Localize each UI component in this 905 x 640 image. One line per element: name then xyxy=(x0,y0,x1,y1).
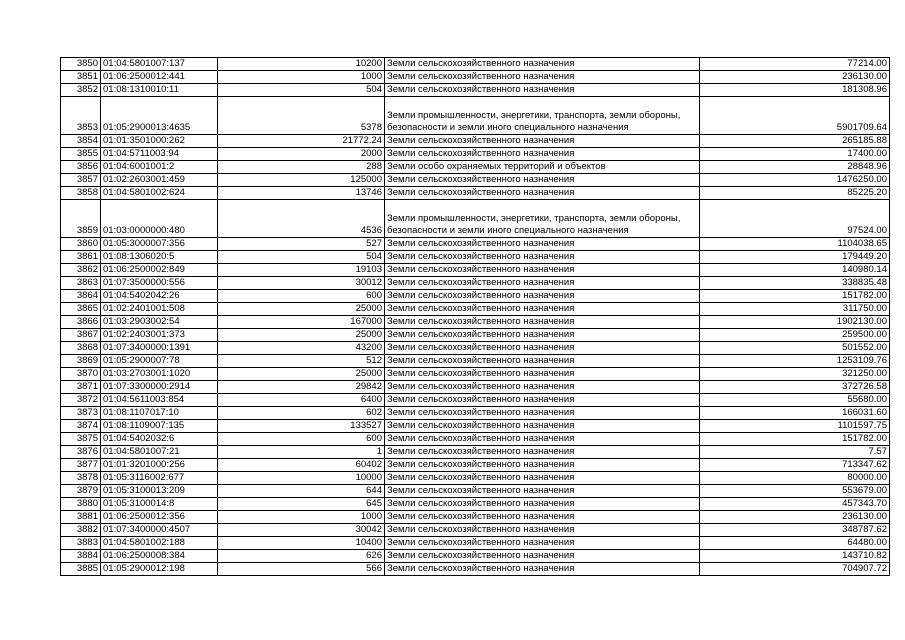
cadastral-number-cell: 01:05:2900007:78 xyxy=(101,355,218,368)
table-row xyxy=(61,433,890,446)
land-category-cell: Земли сельскохозяйственного назначения xyxy=(385,355,700,368)
cadastral-number-cell: 01:06:2500012:356 xyxy=(101,511,218,524)
cadastral-value-cell: 1902130.00 xyxy=(700,316,890,329)
cadastral-value-cell: 1101597.75 xyxy=(700,420,890,433)
row-number-cell: 3884 xyxy=(61,550,101,563)
table-row xyxy=(61,485,890,498)
cadastral-number-cell: 01:05:2900013:4635 xyxy=(101,97,218,135)
table-row xyxy=(61,472,890,485)
land-category-cell: Земли сельскохозяйственного назначения xyxy=(385,316,700,329)
cadastral-value-cell: 80000.00 xyxy=(700,472,890,485)
row-number-cell: 3860 xyxy=(61,238,101,251)
cadastral-number-cell: 01:06:2500012:441 xyxy=(101,71,218,84)
row-number-cell: 3882 xyxy=(61,524,101,537)
cadastral-number-cell: 01:06:2500002:849 xyxy=(101,264,218,277)
land-registry-table xyxy=(60,57,890,576)
cadastral-value-cell: 236130.00 xyxy=(700,71,890,84)
table-row xyxy=(61,148,890,161)
land-category-cell: Земли сельскохозяйственного назначения xyxy=(385,264,700,277)
cadastral-value-cell: 55680.00 xyxy=(700,394,890,407)
area-cell: 19103 xyxy=(218,264,385,277)
land-category-cell: Земли сельскохозяйственного назначения xyxy=(385,303,700,316)
area-cell: 504 xyxy=(218,84,385,97)
cadastral-number-cell: 01:03:2703001:1020 xyxy=(101,368,218,381)
row-number-cell: 3883 xyxy=(61,537,101,550)
area-cell: 6400 xyxy=(218,394,385,407)
row-number-cell: 3859 xyxy=(61,200,101,238)
area-cell: 602 xyxy=(218,407,385,420)
area-cell: 600 xyxy=(218,433,385,446)
cadastral-number-cell: 01:02:2401001:508 xyxy=(101,303,218,316)
land-category-cell: Земли сельскохозяйственного назначения xyxy=(385,446,700,459)
cadastral-value-cell: 179449.20 xyxy=(700,251,890,264)
area-cell: 21772.24 xyxy=(218,135,385,148)
area-cell: 288 xyxy=(218,161,385,174)
cadastral-value-cell: 553679.00 xyxy=(700,485,890,498)
cadastral-number-cell: 01:04:5801002:188 xyxy=(101,537,218,550)
area-cell: 1 xyxy=(218,446,385,459)
cadastral-value-cell: 140980.14 xyxy=(700,264,890,277)
cadastral-number-cell: 01:03:0000000:480 xyxy=(101,200,218,238)
area-cell: 25000 xyxy=(218,329,385,342)
row-number-cell: 3872 xyxy=(61,394,101,407)
row-number-cell: 3852 xyxy=(61,84,101,97)
area-cell: 645 xyxy=(218,498,385,511)
area-cell: 43200 xyxy=(218,342,385,355)
land-category-cell: Земли сельскохозяйственного назначения xyxy=(385,511,700,524)
row-number-cell: 3864 xyxy=(61,290,101,303)
cadastral-number-cell: 01:01:3201000:256 xyxy=(101,459,218,472)
area-cell: 600 xyxy=(218,290,385,303)
area-cell: 1000 xyxy=(218,511,385,524)
land-category-cell: Земли сельскохозяйственного назначения xyxy=(385,84,700,97)
cadastral-value-cell: 5901709.64 xyxy=(700,97,890,135)
table-row xyxy=(61,200,890,238)
cadastral-number-cell: 01:05:3100013:209 xyxy=(101,485,218,498)
table-row xyxy=(61,563,890,576)
cadastral-number-cell: 01:04:5402032:6 xyxy=(101,433,218,446)
cadastral-value-cell: 348787.62 xyxy=(700,524,890,537)
area-cell: 29842 xyxy=(218,381,385,394)
table-row xyxy=(61,135,890,148)
cadastral-value-cell: 704907.72 xyxy=(700,563,890,576)
cadastral-value-cell: 77214.00 xyxy=(700,58,890,71)
table-row xyxy=(61,420,890,433)
land-category-cell: Земли сельскохозяйственного назначения xyxy=(385,433,700,446)
table-row xyxy=(61,446,890,459)
cadastral-number-cell: 01:04:5611003:854 xyxy=(101,394,218,407)
cadastral-number-cell: 01:07:3400000:1391 xyxy=(101,342,218,355)
cadastral-value-cell: 7.57 xyxy=(700,446,890,459)
land-category-cell: Земли сельскохозяйственного назначения xyxy=(385,498,700,511)
land-category-cell: Земли сельскохозяйственного назначения xyxy=(385,290,700,303)
row-number-cell: 3876 xyxy=(61,446,101,459)
land-category-cell: Земли сельскохозяйственного назначения xyxy=(385,550,700,563)
table-row xyxy=(61,161,890,174)
cadastral-value-cell: 1253109.76 xyxy=(700,355,890,368)
area-cell: 512 xyxy=(218,355,385,368)
table-body xyxy=(61,58,890,576)
table-row xyxy=(61,394,890,407)
cadastral-number-cell: 01:08:1109007:135 xyxy=(101,420,218,433)
table-row xyxy=(61,459,890,472)
area-cell: 4536 xyxy=(218,200,385,238)
cadastral-number-cell: 01:08:1107017:10 xyxy=(101,407,218,420)
area-cell: 626 xyxy=(218,550,385,563)
land-category-cell: Земли сельскохозяйственного назначения xyxy=(385,238,700,251)
cadastral-value-cell: 17400.00 xyxy=(700,148,890,161)
cadastral-value-cell: 85225.20 xyxy=(700,187,890,200)
row-number-cell: 3868 xyxy=(61,342,101,355)
cadastral-number-cell: 01:04:6001001:2 xyxy=(101,161,218,174)
cadastral-value-cell: 64480.00 xyxy=(700,537,890,550)
cadastral-value-cell: 151782.00 xyxy=(700,433,890,446)
row-number-cell: 3879 xyxy=(61,485,101,498)
table-row xyxy=(61,277,890,290)
table-row xyxy=(61,187,890,200)
area-cell: 25000 xyxy=(218,368,385,381)
land-category-cell: Земли сельскохозяйственного назначения xyxy=(385,407,700,420)
row-number-cell: 3857 xyxy=(61,174,101,187)
cadastral-number-cell: 01:03:2903002:54 xyxy=(101,316,218,329)
land-category-cell: Земли сельскохозяйственного назначения xyxy=(385,537,700,550)
land-category-cell: Земли сельскохозяйственного назначения xyxy=(385,135,700,148)
cadastral-number-cell: 01:05:3116002:677 xyxy=(101,472,218,485)
row-number-cell: 3867 xyxy=(61,329,101,342)
cadastral-value-cell: 311750.00 xyxy=(700,303,890,316)
area-cell: 1000 xyxy=(218,71,385,84)
row-number-cell: 3871 xyxy=(61,381,101,394)
table-row xyxy=(61,58,890,71)
table-row xyxy=(61,84,890,97)
row-number-cell: 3866 xyxy=(61,316,101,329)
table-row xyxy=(61,511,890,524)
cadastral-number-cell: 01:04:5402042:26 xyxy=(101,290,218,303)
area-cell: 13746 xyxy=(218,187,385,200)
cadastral-value-cell: 713347.62 xyxy=(700,459,890,472)
area-cell: 60402 xyxy=(218,459,385,472)
cadastral-value-cell: 166031.60 xyxy=(700,407,890,420)
cadastral-number-cell: 01:02:2403001:373 xyxy=(101,329,218,342)
cadastral-number-cell: 01:05:3000007:356 xyxy=(101,238,218,251)
cadastral-value-cell: 28848.96 xyxy=(700,161,890,174)
table-row xyxy=(61,174,890,187)
area-cell: 504 xyxy=(218,251,385,264)
cadastral-value-cell: 151782.00 xyxy=(700,290,890,303)
land-category-cell: Земли сельскохозяйственного назначения xyxy=(385,187,700,200)
row-number-cell: 3853 xyxy=(61,97,101,135)
cadastral-value-cell: 236130.00 xyxy=(700,511,890,524)
table-row xyxy=(61,290,890,303)
cadastral-value-cell: 143710.82 xyxy=(700,550,890,563)
land-category-cell: Земли сельскохозяйственного назначения xyxy=(385,459,700,472)
land-category-cell: Земли сельскохозяйственного назначения xyxy=(385,148,700,161)
table-row xyxy=(61,264,890,277)
table-row xyxy=(61,407,890,420)
area-cell: 10000 xyxy=(218,472,385,485)
table-row xyxy=(61,303,890,316)
table-row xyxy=(61,524,890,537)
table-row xyxy=(61,550,890,563)
row-number-cell: 3885 xyxy=(61,563,101,576)
area-cell: 566 xyxy=(218,563,385,576)
row-number-cell: 3851 xyxy=(61,71,101,84)
cadastral-number-cell: 01:05:2900012:198 xyxy=(101,563,218,576)
table-row xyxy=(61,498,890,511)
cadastral-number-cell: 01:08:1306020:5 xyxy=(101,251,218,264)
table-row xyxy=(61,537,890,550)
row-number-cell: 3854 xyxy=(61,135,101,148)
area-cell: 2000 xyxy=(218,148,385,161)
area-cell: 30042 xyxy=(218,524,385,537)
table-row xyxy=(61,238,890,251)
area-cell: 10200 xyxy=(218,58,385,71)
table-row xyxy=(61,342,890,355)
cadastral-value-cell: 265185.88 xyxy=(700,135,890,148)
row-number-cell: 3861 xyxy=(61,251,101,264)
row-number-cell: 3856 xyxy=(61,161,101,174)
table-row xyxy=(61,316,890,329)
row-number-cell: 3850 xyxy=(61,58,101,71)
row-number-cell: 3863 xyxy=(61,277,101,290)
land-category-cell: Земли сельскохозяйственного назначения xyxy=(385,394,700,407)
row-number-cell: 3870 xyxy=(61,368,101,381)
cadastral-number-cell: 01:01:3501000:262 xyxy=(101,135,218,148)
table-row xyxy=(61,381,890,394)
row-number-cell: 3865 xyxy=(61,303,101,316)
land-category-cell: Земли сельскохозяйственного назначения xyxy=(385,58,700,71)
land-category-cell: Земли сельскохозяйственного назначения xyxy=(385,329,700,342)
row-number-cell: 3881 xyxy=(61,511,101,524)
table-row xyxy=(61,368,890,381)
row-number-cell: 3877 xyxy=(61,459,101,472)
land-category-cell: Земли сельскохозяйственного назначения xyxy=(385,420,700,433)
table-row xyxy=(61,329,890,342)
cadastral-number-cell: 01:08:1310010:11 xyxy=(101,84,218,97)
land-category-cell: Земли промышленности, энергетики, транспорта, земли обороны, безопасности и земли иного специального назначения xyxy=(385,97,700,135)
cadastral-number-cell: 01:07:3500000:556 xyxy=(101,277,218,290)
land-category-cell: Земли сельскохозяйственного назначения xyxy=(385,563,700,576)
area-cell: 5378 xyxy=(218,97,385,135)
cadastral-number-cell: 01:07:3300000:2914 xyxy=(101,381,218,394)
land-category-cell: Земли сельскохозяйственного назначения xyxy=(385,71,700,84)
cadastral-value-cell: 259500.00 xyxy=(700,329,890,342)
cadastral-number-cell: 01:04:5801007:137 xyxy=(101,58,218,71)
row-number-cell: 3855 xyxy=(61,148,101,161)
row-number-cell: 3858 xyxy=(61,187,101,200)
land-category-cell: Земли сельскохозяйственного назначения xyxy=(385,472,700,485)
land-category-cell: Земли сельскохозяйственного назначения xyxy=(385,251,700,264)
land-category-cell: Земли промышленности, энергетики, транспорта, земли обороны, безопасности и земли иного специального назначения xyxy=(385,200,700,238)
land-category-cell: Земли сельскохозяйственного назначения xyxy=(385,342,700,355)
area-cell: 527 xyxy=(218,238,385,251)
table-row xyxy=(61,355,890,368)
cadastral-number-cell: 01:04:5801007:21 xyxy=(101,446,218,459)
cadastral-value-cell: 181308.96 xyxy=(700,84,890,97)
cadastral-value-cell: 1104038.65 xyxy=(700,238,890,251)
cadastral-value-cell: 97524.00 xyxy=(700,200,890,238)
row-number-cell: 3869 xyxy=(61,355,101,368)
land-category-cell: Земли сельскохозяйственного назначения xyxy=(385,381,700,394)
row-number-cell: 3873 xyxy=(61,407,101,420)
cadastral-value-cell: 501552.00 xyxy=(700,342,890,355)
cadastral-value-cell: 1476250.00 xyxy=(700,174,890,187)
row-number-cell: 3878 xyxy=(61,472,101,485)
table-row xyxy=(61,71,890,84)
table-row xyxy=(61,251,890,264)
land-category-cell: Земли сельскохозяйственного назначения xyxy=(385,277,700,290)
cadastral-value-cell: 457343.70 xyxy=(700,498,890,511)
land-category-cell: Земли сельскохозяйственного назначения xyxy=(385,368,700,381)
land-category-cell: Земли особо охраняемых территорий и объектов xyxy=(385,161,700,174)
cadastral-number-cell: 01:06:2500008:384 xyxy=(101,550,218,563)
row-number-cell: 3874 xyxy=(61,420,101,433)
row-number-cell: 3880 xyxy=(61,498,101,511)
table-row xyxy=(61,97,890,135)
cadastral-number-cell: 01:04:5711003:94 xyxy=(101,148,218,161)
cadastral-value-cell: 338835.48 xyxy=(700,277,890,290)
cadastral-number-cell: 01:04:5801002:624 xyxy=(101,187,218,200)
cadastral-value-cell: 321250.00 xyxy=(700,368,890,381)
area-cell: 167000 xyxy=(218,316,385,329)
land-category-cell: Земли сельскохозяйственного назначения xyxy=(385,174,700,187)
cadastral-number-cell: 01:02:2603001:459 xyxy=(101,174,218,187)
area-cell: 30012 xyxy=(218,277,385,290)
area-cell: 133527 xyxy=(218,420,385,433)
cadastral-number-cell: 01:07:3400000:4507 xyxy=(101,524,218,537)
land-category-cell: Земли сельскохозяйственного назначения xyxy=(385,524,700,537)
area-cell: 644 xyxy=(218,485,385,498)
row-number-cell: 3862 xyxy=(61,264,101,277)
row-number-cell: 3875 xyxy=(61,433,101,446)
cadastral-value-cell: 372726.58 xyxy=(700,381,890,394)
area-cell: 125000 xyxy=(218,174,385,187)
cadastral-number-cell: 01:05:3100014:8 xyxy=(101,498,218,511)
area-cell: 10400 xyxy=(218,537,385,550)
area-cell: 25000 xyxy=(218,303,385,316)
land-category-cell: Земли сельскохозяйственного назначения xyxy=(385,485,700,498)
